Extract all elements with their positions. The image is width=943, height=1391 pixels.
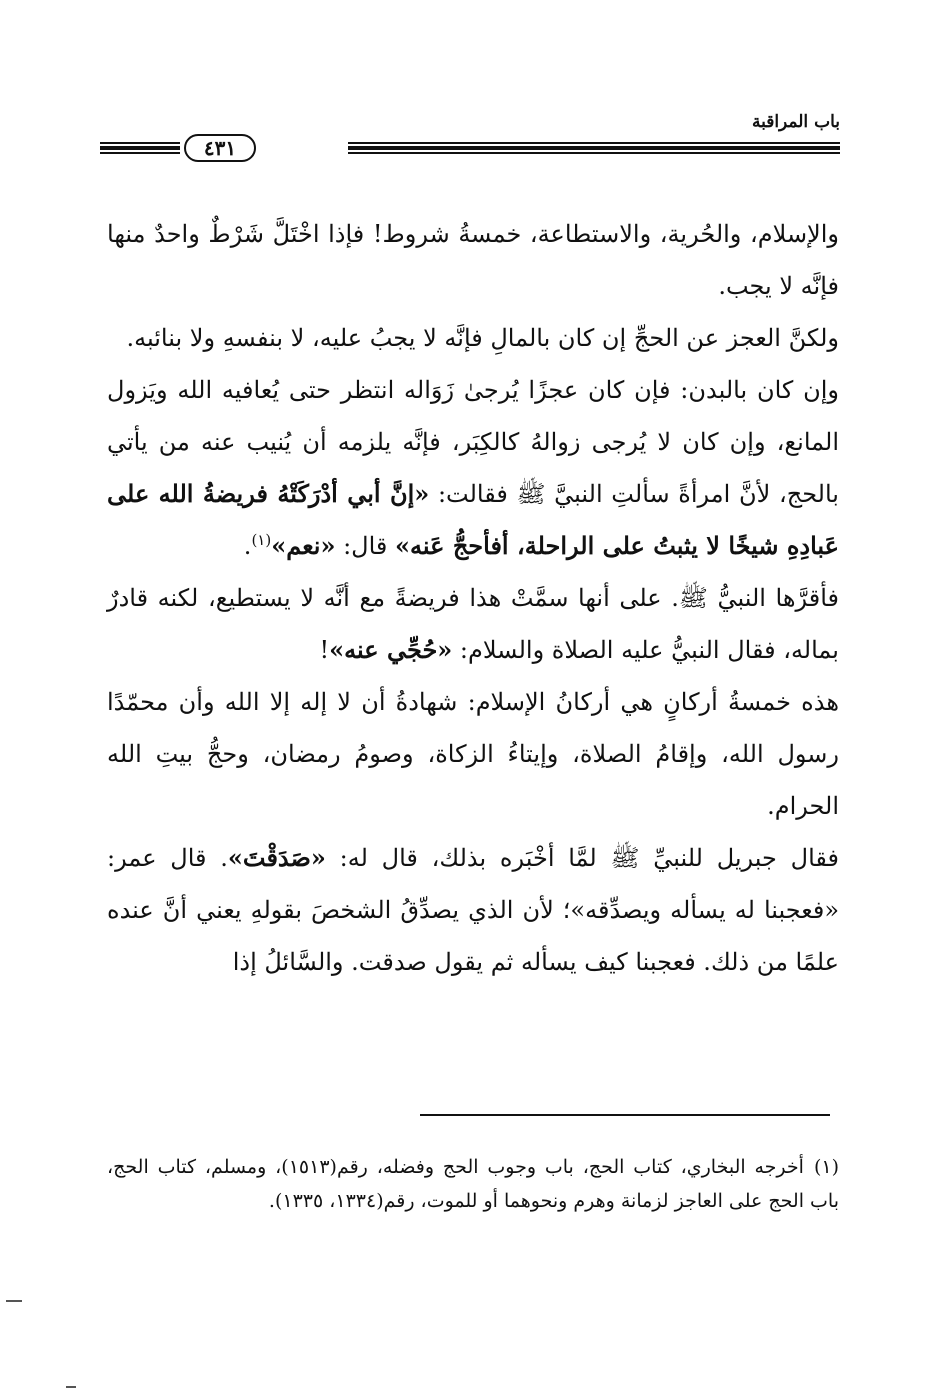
paragraph-3-text-2: قال:	[335, 532, 396, 560]
header-rule-left	[100, 142, 180, 154]
paragraph-4	[107, 572, 839, 676]
scan-mark	[66, 1386, 76, 1388]
footnote-text: أخرجه البخاري، كتاب الحج، باب وجوب الحج وفضله، رقم(١٥١٣)، ومسلم، كتاب الحج، باب الحج على العاجز لزمانة وهرم ونحوهما أو للموت، رقم(١٣٣٤، ١٣٣٥).	[107, 1156, 839, 1212]
footnote-number: (١)	[813, 1156, 840, 1178]
paragraph-5: هذه خمسةُ أركانٍ هي أركانُ الإسلام: شهادةُ أن لا إله إلا الله وأن محمّدًا رسول الله، وإقامُ الصلاة، وإيتاءُ الزكاة، وصومُ رمضان، وحجُّ بيتِ الله الحرام.	[107, 688, 839, 820]
chapter-title: باب المراقبة	[751, 112, 840, 132]
paragraph-3	[107, 364, 839, 572]
paragraph-3-text: وإن كان بالبدن: فإن كان عجزًا يُرجىٰ زَوَاله انتظر حتى يُعافيه الله ويَزول المانع، وإن كان لا يُرجى زوالهُ كالكِبَر، فإنَّه يلزمه أن يُنيب عنه من يأتي بالحج، لأنَّ امرأةً سألتِ النبيَّ ﷺ فقالت:	[107, 376, 839, 508]
paragraph-6-text: فقال جبريل للنبيِّ ﷺ لمَّا أخْبَره بذلك، قال له:	[325, 844, 839, 872]
main-text	[107, 208, 839, 988]
paragraph-3-end: .	[243, 532, 252, 560]
hadith-quote: «إنَّ أبي أدْرَكَتْهُ فريضةُ الله على عَبادِهِ شيخًا لا يثبتُ على الراحلة، أفأحجُّ عَنه»	[107, 479, 839, 560]
paragraph-4-text: فأقرَّها النبيُّ ﷺ. على أنها سمَّتْ هذا فريضةً مع أنَّه لا يستطيع، لكنه قادرٌ بماله، فقال النبيُّ عليه الصلاة والسلام:	[107, 584, 839, 664]
page-number: ٤٣١	[184, 134, 256, 162]
paragraph-6	[107, 832, 839, 988]
hajj-quote: «حُجِّي عنه»	[329, 635, 453, 664]
footnote-item	[107, 1150, 839, 1218]
footnote-divider	[420, 1114, 830, 1116]
header-rule-right	[348, 142, 840, 154]
page-header	[100, 112, 840, 162]
paragraph-4-end: !	[319, 636, 330, 664]
paragraph-6-text-2: . قال عمر: «فعجبنا له يسأله ويصدِّقه»؛ لأن الذي يصدِّقُ الشخصَ بقولهِ يعني أنَّ عنده علمًا من ذلك. فعجبنا كيف يسأله ثم يقول صدقت. والسَّائلُ إذا	[107, 844, 839, 976]
answer-quote: «نعم»	[271, 531, 336, 560]
paragraph-1: والإسلام، والحُرية، والاستطاعة، خمسةُ شروط! فإذا اخْتَلَّ شَرْطٌ واحدٌ منها فإنَّه لا يجب.	[107, 220, 839, 300]
sadaqta-quote: «صَدَقْتَ»	[227, 843, 326, 872]
footnote-reference: (١)	[251, 531, 272, 549]
scan-mark	[6, 1300, 22, 1302]
footnotes	[107, 1150, 839, 1218]
paragraph-2: ولكنَّ العجز عن الحجِّ إن كان بالمالِ فإنَّه لا يجبُ عليه، لا بنفسهِ ولا بنائبه.	[126, 324, 839, 352]
